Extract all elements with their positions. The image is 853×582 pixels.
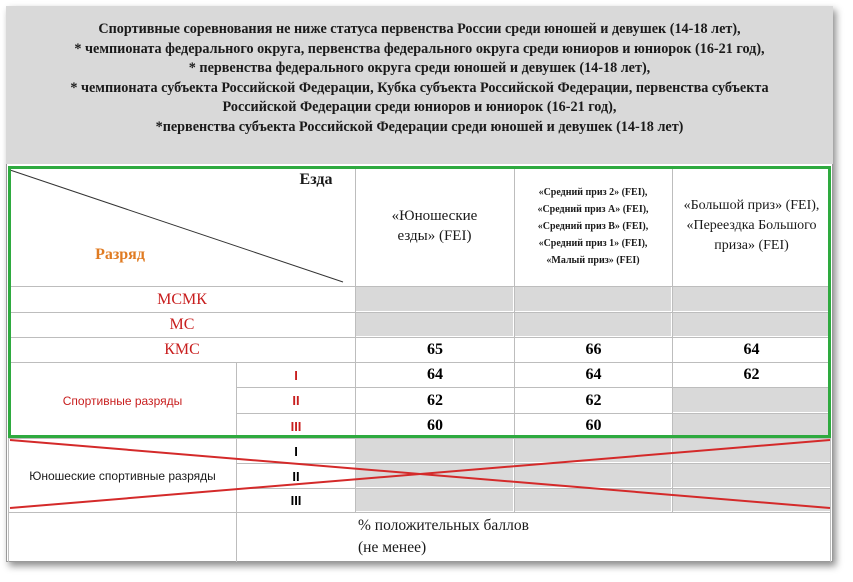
group-label-sport-ranks: Спортивные разряды	[62, 393, 183, 408]
cell-sport-ii-1: 62	[427, 391, 443, 409]
row-label-youth-iii: III	[290, 493, 302, 508]
column-header-medium-line-5: «Малый приз» (FEI)	[546, 254, 640, 266]
corner-diagonal	[10, 170, 343, 282]
cell-sport-iii-2: 60	[585, 417, 602, 434]
footer-line-2: (не менее)	[358, 539, 427, 556]
cell-kms-3: 64	[743, 341, 760, 358]
row-label-kms: КМС	[164, 341, 200, 358]
corner-label-rank: Разряд	[95, 246, 145, 263]
row-label-youth-i: I	[294, 443, 298, 459]
header-line-1: Спортивные соревнования не ниже статуса первенства России среди юношей и девушек (14-18 лет),	[98, 21, 741, 37]
column-header-grand-line-2: «Переездка Большого	[686, 218, 817, 233]
corner-label-drive: Езда	[299, 171, 333, 188]
row-label-msmk: МСМК	[157, 290, 207, 308]
header-line-2: * чемпионата федерального округа, первенства федерального округа среди юниоров и юниорок (16-21 год),	[74, 40, 765, 57]
cell-sport-i-3: 62	[743, 366, 760, 383]
header-line-4: * чемпионата субъекта Российской Федерации, Кубка субъекта Российской Федерации, первенства субъекта	[70, 79, 769, 96]
cell-sport-iii-1: 60	[427, 417, 443, 434]
footer-line-1: % положительных баллов	[358, 517, 529, 534]
header-line-5: Российской Федерации среди юниоров и юниорок (16-21 год),	[222, 99, 617, 116]
cell-sport-ii-2: 62	[585, 391, 602, 409]
column-header-grand-line-3: приза» (FEI)	[714, 238, 789, 253]
cell-kms-2: 66	[585, 341, 602, 358]
column-header-youth-line-2: езды» (FEI)	[397, 228, 472, 244]
header-line-3: * первенства федерального округа среди юношей и девушек (14-18 лет),	[188, 60, 651, 77]
header-line-6: *первенства субъекта Российской Федерации среди юношей и девушек (14-18 лет)	[155, 118, 684, 135]
cell-sport-i-1: 64	[427, 366, 443, 383]
cell-kms-1: 65	[427, 341, 443, 358]
row-label-sport-ii: II	[292, 393, 300, 408]
row-label-sport-i: I	[294, 367, 298, 383]
row-label-ms: МС	[169, 316, 195, 333]
column-header-medium-line-1: «Средний приз 2» (FEI),	[538, 186, 648, 198]
column-header-youth-line-1: «Юношеские	[391, 208, 478, 224]
column-header-grand-line-1: «Большой приз» (FEI),	[683, 198, 820, 213]
cell-sport-i-2: 64	[585, 366, 602, 383]
column-header-medium-line-4: «Средний приз 1» (FEI),	[538, 237, 648, 249]
row-label-sport-iii: III	[290, 418, 302, 434]
row-label-youth-ii: II	[292, 468, 300, 484]
column-header-medium-line-3: «Средний приз В» (FEI),	[537, 220, 649, 232]
column-header-medium-line-2: «Средний приз А» (FEI),	[537, 203, 649, 215]
group-label-youth-ranks: Юношеские спортивные разряды	[29, 468, 216, 483]
